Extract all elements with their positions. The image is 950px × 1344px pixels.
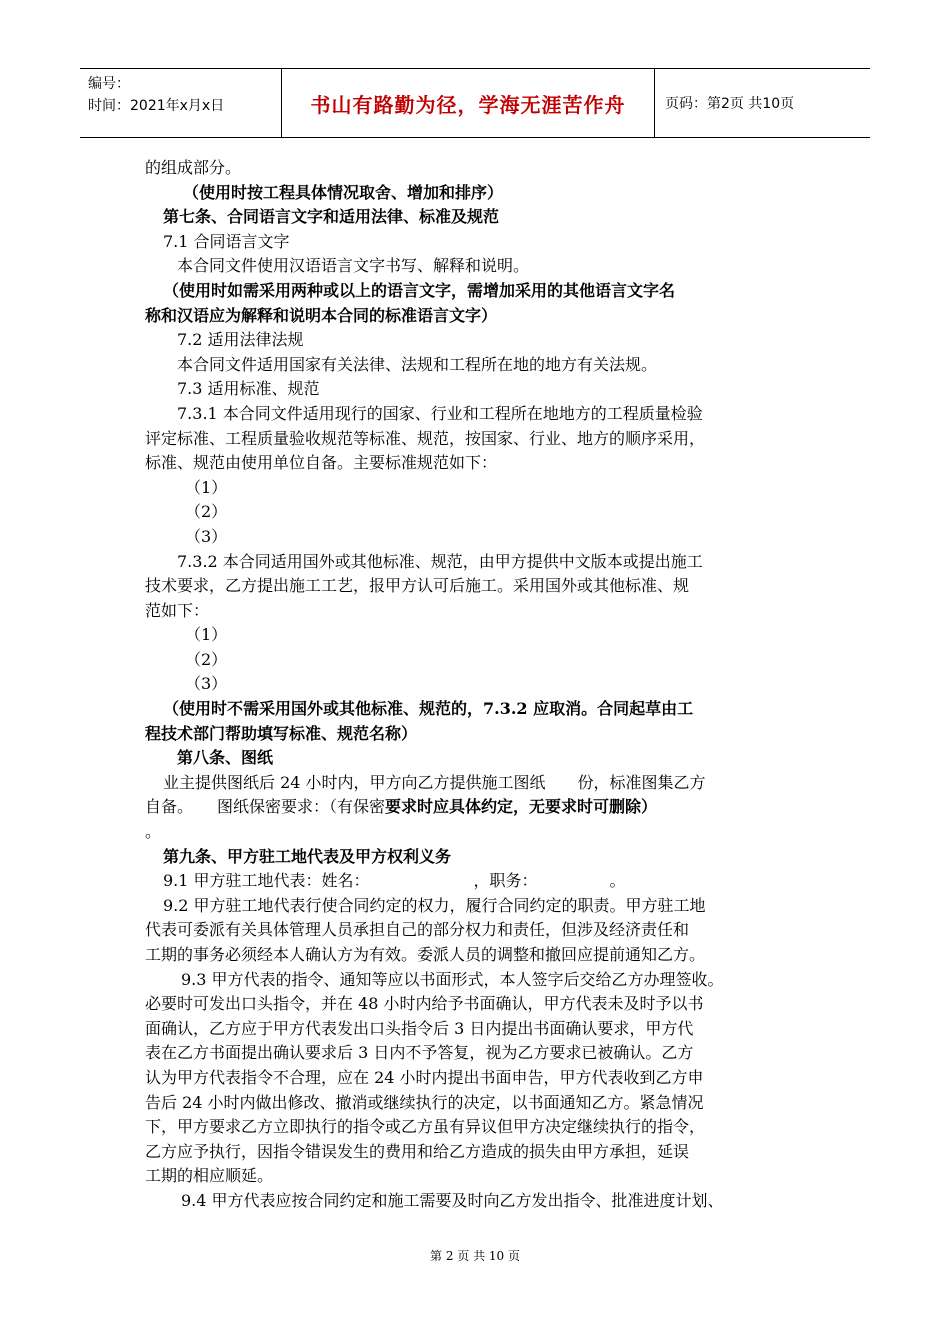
text-line — [145, 795, 825, 820]
text-line: 乙方应予执行，因指令错误发生的费用和给乙方造成的损失由甲方承担，延误 — [145, 1141, 690, 1161]
text-line: 表在乙方书面提出确认要求后 3 日内不予答复，视为乙方要求已被确认。乙方 — [145, 1043, 694, 1063]
document-date-label: 时间：2021年x月x日 — [88, 98, 225, 114]
text-line: （使用时如需采用两种或以上的语言文字，需增加采用的其他语言文字名 — [163, 280, 676, 300]
text-line: 程技术部门帮助填写标准、规范名称） — [145, 723, 418, 743]
text-line: 7.3.1 本合同文件适用现行的国家、行业和工程所在地地方的工程质量检验 — [177, 403, 703, 423]
text-line: 。 — [145, 822, 162, 842]
text-line: 第七条、合同语言文字和适用法律、标准及规范 — [163, 207, 500, 227]
text-line: 代表可委派有关具体管理人员承担自己的部分权力和责任，但涉及经济责任和 — [145, 920, 690, 940]
text-line: 第八条、图纸 — [177, 748, 274, 768]
text-line: 称和汉语应为解释和说明本合同的标准语言文字） — [145, 305, 498, 325]
page-header — [80, 68, 870, 138]
text-line: 面确认，乙方应于甲方代表发出口头指令后 3 日内提出书面确认要求，甲方代 — [145, 1018, 694, 1038]
header-page-cell — [655, 69, 870, 137]
text-line: （2） — [185, 649, 228, 669]
text-line: （2） — [185, 502, 228, 522]
header-motto: 书山有路勤为径，学海无涯苦作舟 — [310, 92, 626, 117]
text-line: 9.2 甲方驻工地代表行使合同约定的权力，履行合同约定的职责。甲方驻工地 — [163, 895, 706, 915]
document-number-label: 编号： — [88, 76, 130, 92]
text-line: 工期的相应顺延。 — [145, 1166, 274, 1186]
text-line: 7.1 合同语言文字 — [163, 231, 290, 251]
text-line: 第九条、甲方驻工地代表及甲方权利义务 — [163, 846, 452, 866]
document-body — [145, 156, 825, 1214]
text-line: 本合同文件使用汉语语言文字书写、解释和说明。 — [177, 256, 530, 276]
text-line: 认为甲方代表指令不合理，应在 24 小时内提出书面申告，甲方代表收到乙方申 — [145, 1067, 704, 1087]
text-line: 本合同文件适用国家有关法律、法规和工程所在地的地方有关法规。 — [177, 354, 658, 374]
text-line: 的组成部分。 — [145, 158, 242, 177]
text-line: （使用时不需采用国外或其他标准、规范的，7.3.2 应取消。合同起草由工 — [163, 699, 694, 719]
text-line: （3） — [185, 526, 228, 546]
text-line: 下，甲方要求乙方立即执行的指令或乙方虽有异议但甲方决定继续执行的指令， — [145, 1117, 706, 1137]
text-line: 9.1 甲方驻工地代表：姓名： ，职务： 。 — [163, 871, 626, 891]
header-page-info: 页码：第2页 共10页 — [665, 96, 795, 112]
footer-page-number: 第 2 页 共 10 页 — [430, 1249, 520, 1263]
text-line: 7.2 适用法律法规 — [177, 330, 304, 350]
text-line-plain-part: 自备。 图纸保密要求：（有保密 — [145, 797, 386, 817]
text-line: 标准、规范由使用单位自备。主要标准规范如下： — [145, 453, 498, 473]
header-motto-cell — [282, 69, 655, 137]
text-line-bold-part: 要求时应具体约定，无要求时可删除） — [385, 797, 658, 817]
text-line: 范如下： — [145, 600, 210, 620]
text-line: 7.3.2 本合同适用国外或其他标准、规范，由甲方提供中文版本或提出施工 — [177, 551, 703, 571]
text-line: （1） — [185, 477, 228, 497]
text-line: 评定标准、工程质量验收规范等标准、规范，按国家、行业、地方的顺序采用， — [145, 428, 706, 448]
text-line: 工期的事务必须经本人确认方为有效。委派人员的调整和撤回应提前通知乙方。 — [145, 945, 706, 964]
text-line: 告后 24 小时内做出修改、撤消或继续执行的决定，以书面通知乙方。紧急情况 — [145, 1092, 704, 1112]
header-left-cell — [80, 69, 282, 137]
text-line: 7.3 适用标准、规范 — [177, 379, 320, 399]
text-line: 9.4 甲方代表应按合同约定和施工需要及时向乙方发出指令、批准进度计划、 — [181, 1190, 724, 1210]
text-line: 9.3 甲方代表的指令、通知等应以书面形式，本人签字后交给乙方办理签收。 — [181, 969, 724, 989]
text-line: （使用时按工程具体情况取舍、增加和排序） — [183, 182, 504, 202]
text-line: 业主提供图纸后 24 小时内，甲方向乙方提供施工图纸 份，标准图集乙方 — [163, 772, 706, 792]
text-line: 技术要求，乙方提出施工工艺，报甲方认可后施工。采用国外或其他标准、规 — [145, 576, 690, 596]
text-line: （3） — [185, 674, 228, 694]
text-line: （1） — [185, 625, 228, 645]
page-footer — [0, 1247, 950, 1264]
text-line: 必要时可发出口头指令，并在 48 小时内给予书面确认，甲方代表未及时予以书 — [145, 994, 704, 1014]
